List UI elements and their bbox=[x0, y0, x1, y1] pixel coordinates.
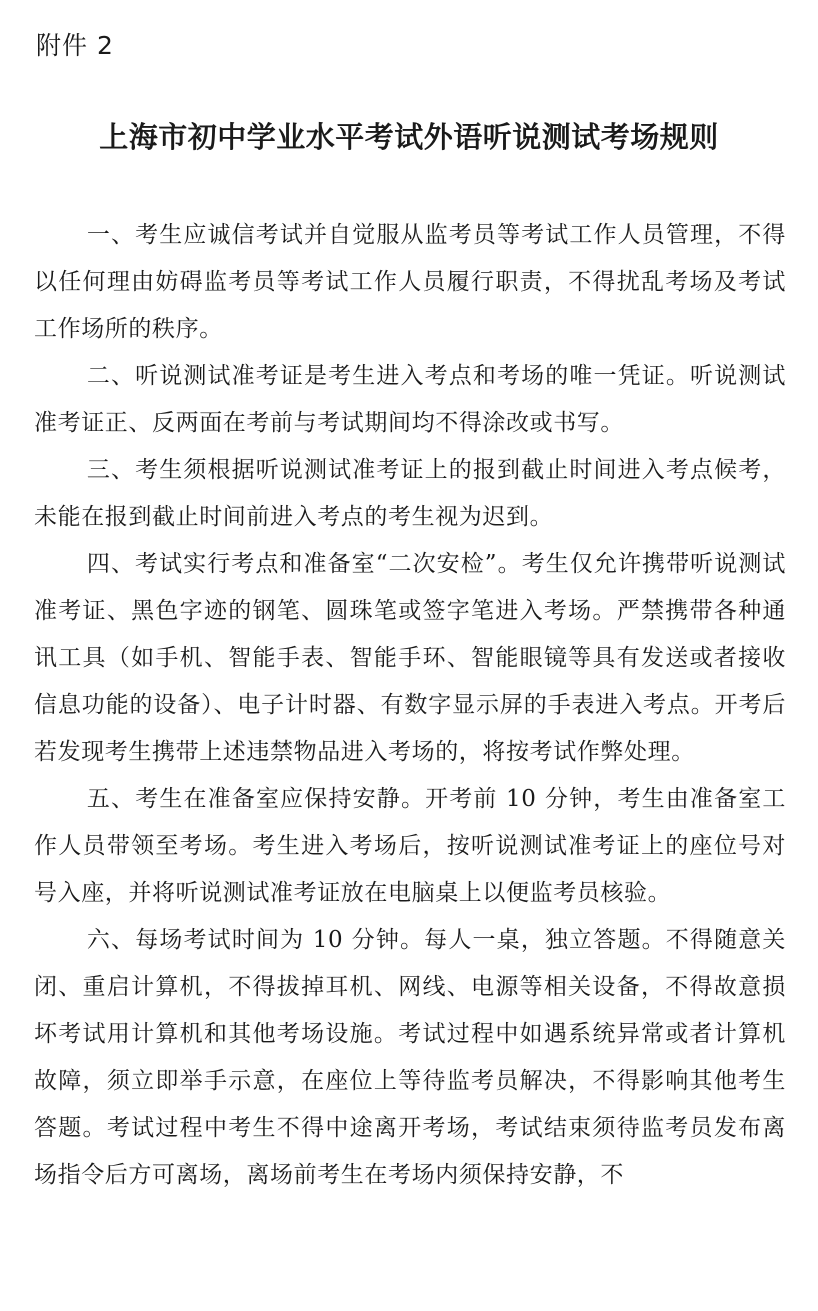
rule-paragraph-5: 五、考生在准备室应保持安静。开考前 10 分钟，考生由准备室工作人员带领至考场。考生进入考场后，按听说测试准考证上的座位号对号入座，并将听说测试准考证放在电脑桌上以便监考员核验。 bbox=[34, 786, 786, 906]
rule-paragraph-1: 一、考生应诚信考试并自觉服从监考员等考试工作人员管理，不得以任何理由妨碍监考员等考试工作人员履行职责，不得扰乱考场及考试工作场所的秩序。 bbox=[34, 222, 786, 342]
rule-paragraph-2: 二、听说测试准考证是考生进入考点和考场的唯一凭证。听说测试准考证正、反两面在考前与考试期间均不得涂改或书写。 bbox=[34, 363, 786, 436]
document-title: 上海市初中学业水平考试外语听说测试考场规则 bbox=[99, 120, 719, 154]
attachment-label: 附件 2 bbox=[36, 31, 114, 60]
rule-paragraph-4: 四、考试实行考点和准备室“二次安检”。考生仅允许携带听说测试准考证、黑色字迹的钢笔、圆珠笔或签字笔进入考场。严禁携带各种通讯工具（如手机、智能手表、智能手环、智能眼镜等具有发送或者接收信息功能的设备）、电子计时器、有数字显示屏的手表进入考点。开考后若发现考生携带上述违禁物品进入考场的，将按考试作弊处理。 bbox=[34, 551, 786, 765]
document-body bbox=[34, 212, 786, 1199]
rule-paragraph-3: 三、考生须根据听说测试准考证上的报到截止时间进入考点候考，未能在报到截止时间前进入考点的考生视为迟到。 bbox=[34, 457, 786, 530]
rule-paragraph-6: 六、每场考试时间为 10 分钟。每人一桌，独立答题。不得随意关闭、重启计算机，不得拔掉耳机、网线、电源等相关设备，不得故意损坏考试用计算机和其他考场设施。考试过程中如遇系统异常或者计算机故障，须立即举手示意，在座位上等待监考员解决，不得影响其他考生答题。考试过程中考生不得中途离开考场，考试结束须待监考员发布离场指令后方可离场，离场前考生在考场内须保持安静，不 bbox=[34, 927, 786, 1188]
